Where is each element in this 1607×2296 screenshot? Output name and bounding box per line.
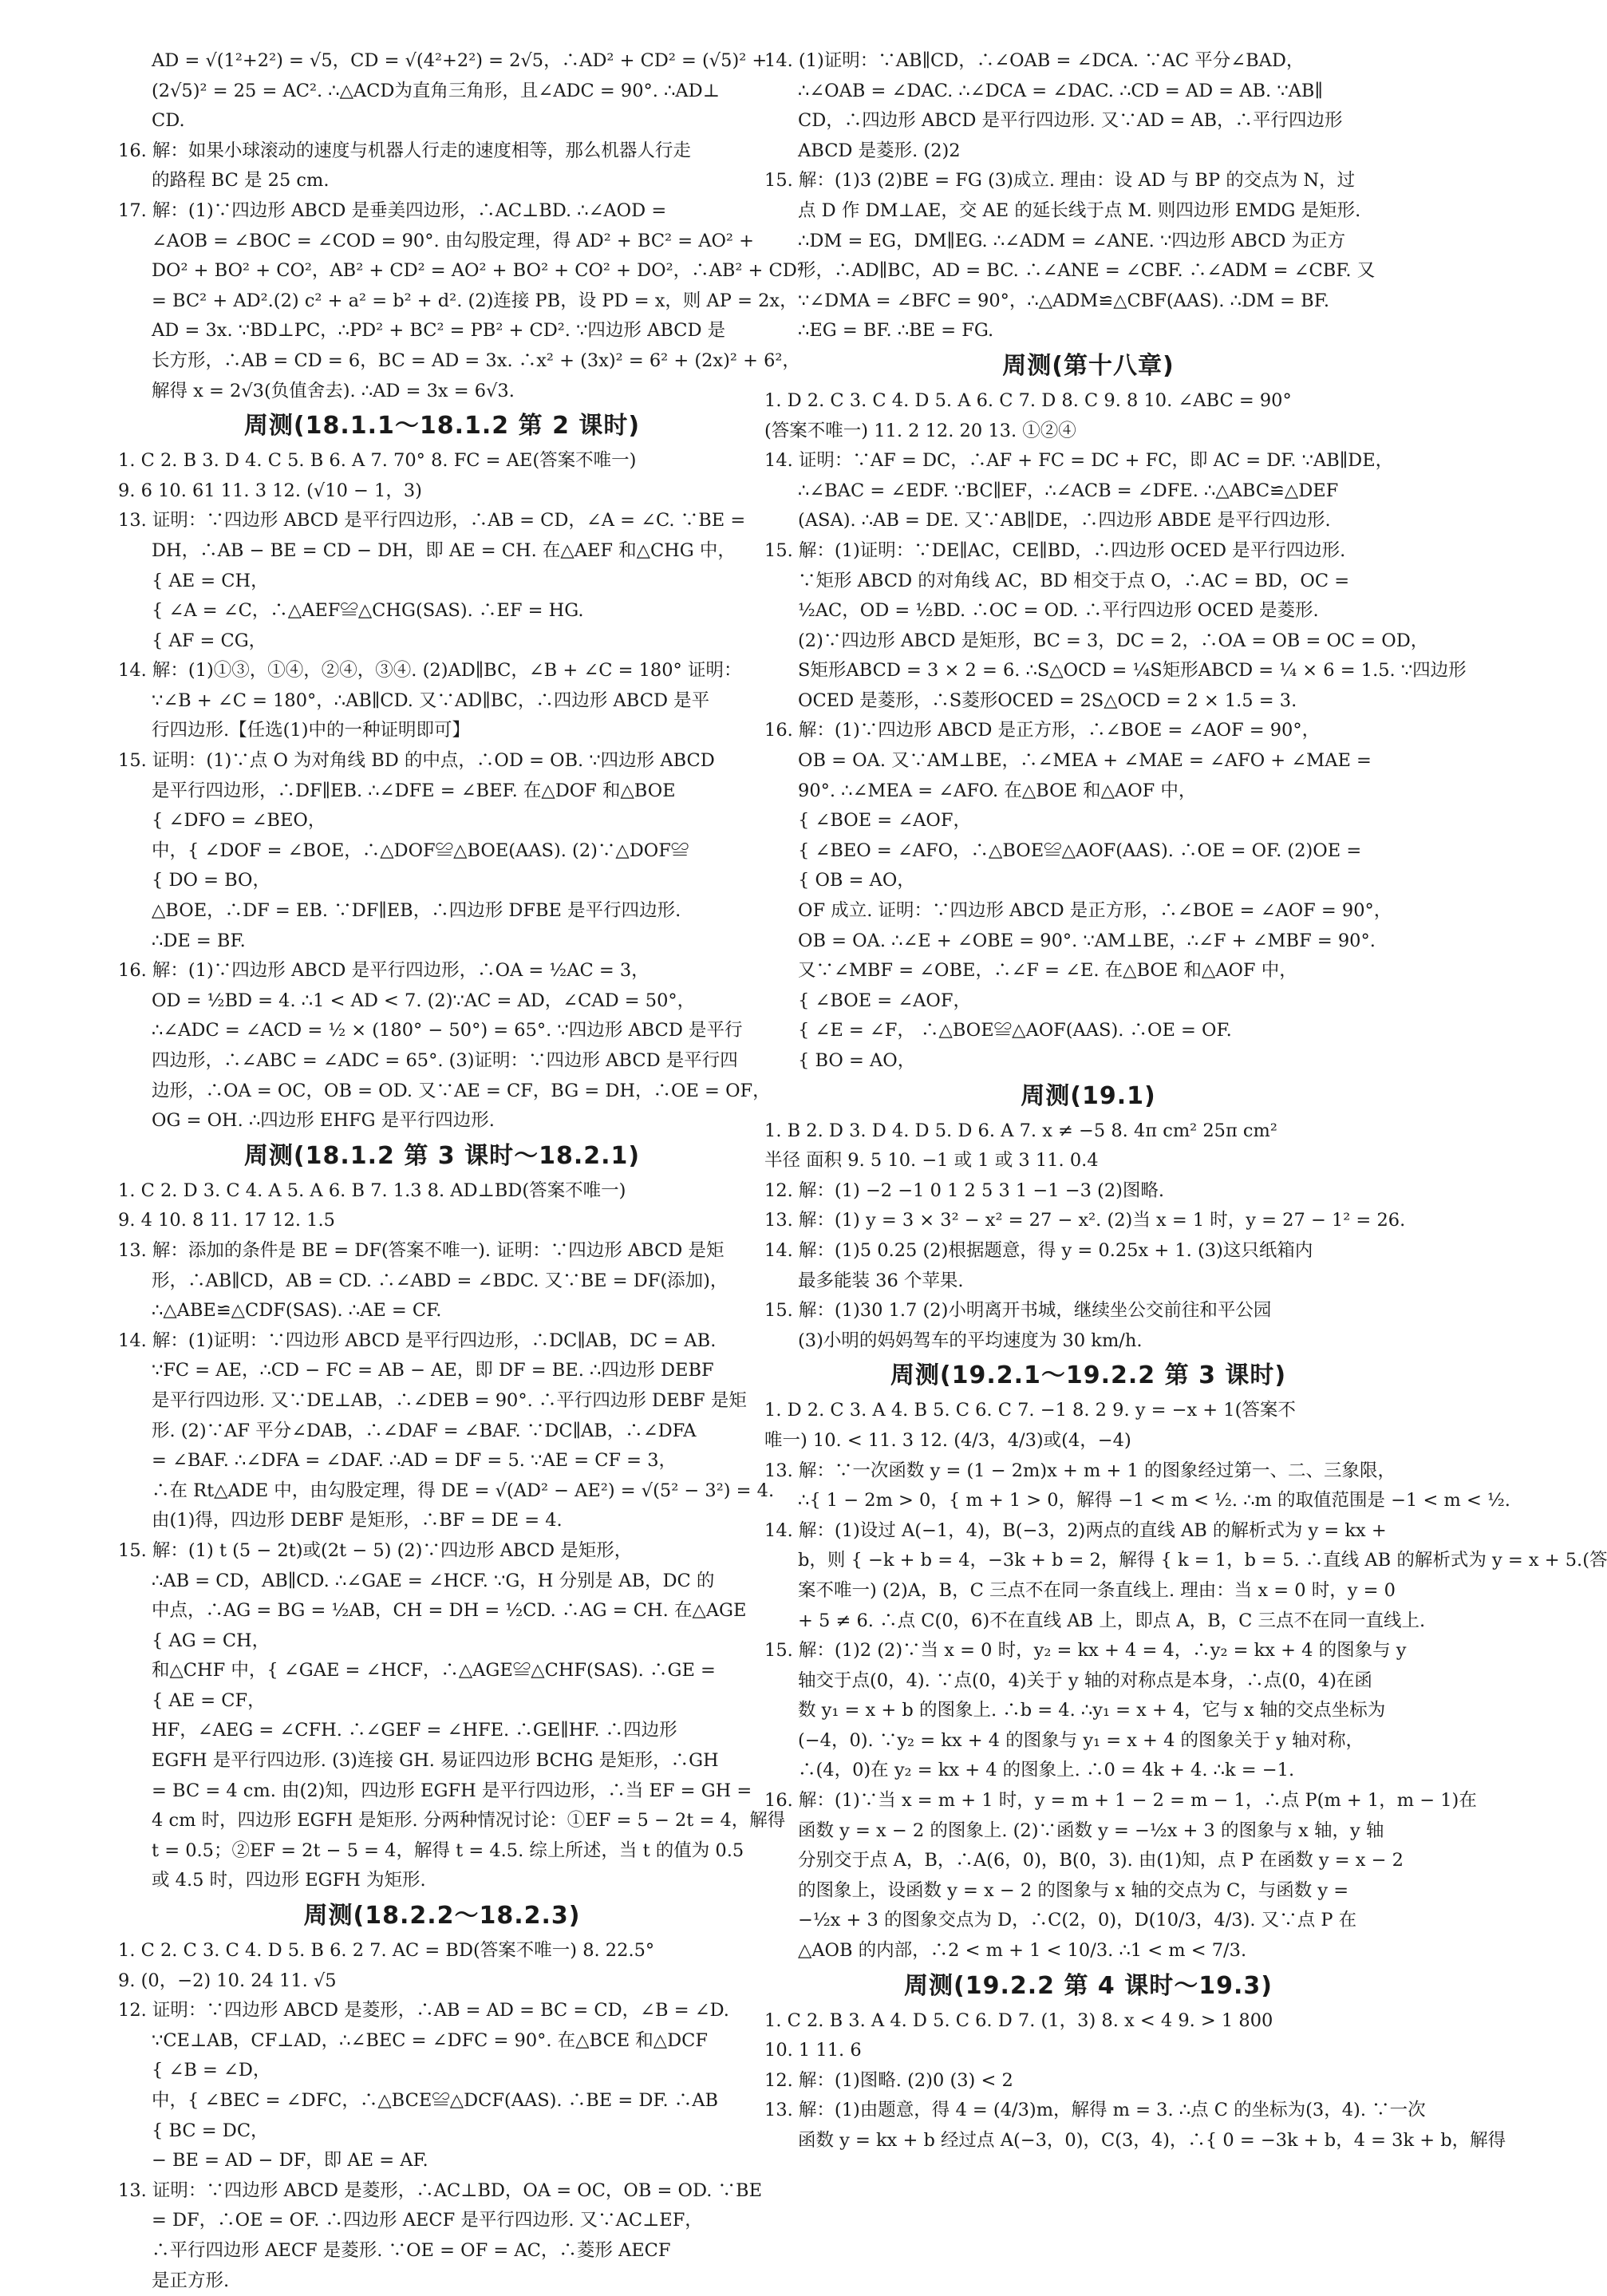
text-line: ∴(4，0)在 y₂ = kx + 4 的图象上. ∴0 = 4k + 4. ∴k = −1. — [798, 1760, 1295, 1781]
text-line: 点 D 作 DM⊥AE，交 AE 的延长线于点 M. 则四边形 EMDG 是矩形. — [798, 200, 1361, 221]
text-line: ∴{ 1 − 2m > 0，{ m + 1 > 0，解得 −1 < m < ½. ∴m 的取值范围是 −1 < m < ½. — [798, 1490, 1510, 1512]
text-line: ∵∠DMA = ∠BFC = 90°，∴△ADM≌△CBF(AAS). ∴DM = BF. — [798, 290, 1329, 311]
question-line: 14. 解：(1)设过 A(−1，4)，B(−3，2)两点的直线 AB 的解析式为 y = kx + — [764, 1519, 1387, 1541]
text-line: = DF，∴OE = OF. ∴四边形 AECF 是平行四边形. 又∵AC⊥EF， — [152, 2210, 703, 2231]
question-line: 14. 解：(1)证明：∵四边形 ABCD 是平行四边形，∴DC∥AB，DC = AB. — [118, 1330, 717, 1351]
text-line: △BOE，∴DF = EB. ∵DF∥EB，∴四边形 DFBE 是平行四边形. — [152, 900, 681, 922]
question-line: 9. (0，−2) 10. 24 11. √5 — [118, 1970, 337, 1991]
question-line: 15. 解：(1)30 1.7 (2)小明离开书城，继续坐公交前往和平公园 — [764, 1300, 1272, 1322]
question-line: 13. 解：∵一次函数 y = (1 − 2m)x + m + 1 的图象经过第一、二、三象限， — [764, 1460, 1396, 1481]
text-line: { BC = DC， — [152, 2120, 269, 2141]
right-column — [764, 46, 1607, 2156]
text-line: { ∠BEO = ∠AFO，∴△BOE≌△AOF(AAS). ∴OE = OF. (2)OE = — [798, 840, 1362, 861]
text-line: = ∠BAF. ∴∠DFA = ∠DAF. ∴AD = DF = 5. ∵AE = CF = 3， — [152, 1450, 677, 1472]
text-line: + 5 ≠ 6. ∴点 C(0，6)不在直线 AB 上，即点 A，B，C 三点不在同一直线上. — [798, 1610, 1426, 1631]
text-line: { AE = CF， — [152, 1689, 266, 1711]
text-line: 是平行四边形. 又∵DE⊥AB，∴∠DEB = 90°. ∴平行四边形 DEBF 是矩 — [152, 1389, 747, 1411]
text-line: b，则 { −k + b = 4，−3k + b = 2，解得 { k = 1，b = 5. ∴直线 AB 的解析式为 y = x + 5.(答 — [798, 1550, 1607, 1571]
text-line: 或 4.5 时，四边形 EGFH 为矩形. — [152, 1870, 426, 1891]
text-line: 中，{ ∠DOF = ∠BOE，∴△DOF≌△BOE(AAS). (2)∵△DOF≌ — [152, 840, 689, 861]
question-line: 13. 解：(1)由题意，得 4 = (4/3)m，解得 m = 3. ∴点 C 的坐标为(3，4). ∵一次 — [764, 2100, 1426, 2121]
left-column — [118, 46, 804, 2296]
question-line: 15. 解：(1)3 (2)BE = FG (3)成立. 理由：设 AD 与 BP 的交点为 N，过 — [764, 170, 1356, 192]
question-line: 13. 解：添加的条件是 BE = DF(答案不唯一). 证明：∵四边形 ABCD 是矩 — [118, 1239, 725, 1261]
question-line: 1. D 2. C 3. A 4. B 5. C 6. C 7. −1 8. 2 9. y = −x + 1(答案不 — [764, 1400, 1296, 1421]
question-line: 14. (1)证明：∵AB∥CD，∴∠OAB = ∠DCA. ∵AC 平分∠BAD， — [764, 50, 1305, 71]
text-line: ∴DM = EG，DM∥EG. ∴∠ADM = ∠ANE. ∵四边形 ABCD 为正方 — [798, 230, 1346, 251]
text-line: { ∠BOE = ∠AOF， — [798, 990, 971, 1011]
text-line: = BC = 4 cm. 由(2)知，四边形 EGFH 是平行四边形，∴当 EF = GH = — [152, 1780, 752, 1801]
text-line: 中点，∴AG = BG = ½AB，CH = DH = ½CD. ∴AG = CH. 在△AGE — [152, 1600, 747, 1622]
question-line: 唯一) 10. < 11. 3 12. (4/3，4/3)或(4，−4) — [764, 1429, 1131, 1451]
text-line: AD = √(1²+2²) = √5，CD = √(4²+2²) = 2√5，∴AD² + CD² = (√5)² + — [152, 50, 768, 71]
text-line: { OB = AO， — [798, 870, 915, 891]
question-line: 1. C 2. B 3. A 4. D 5. C 6. D 7. (1，3) 8. x < 4 9. > 1 800 — [764, 2009, 1273, 2031]
text-line: { AG = CH， — [152, 1630, 270, 1651]
question-line: 12. 证明：∵四边形 ABCD 是菱形，∴AB = AD = BC = CD，∠B = ∠D. — [118, 2000, 729, 2021]
question-line: (答案不唯一) 11. 2 12. 20 13. ①②④ — [764, 420, 1076, 441]
text-line: { DO = BO， — [152, 870, 271, 891]
text-line: △AOB 的内部，∴2 < m + 1 < 10/3. ∴1 < m < 7/3. — [798, 1940, 1247, 1962]
question-line: 9. 4 10. 8 11. 17 12. 1.5 — [118, 1210, 335, 1231]
question-line: 1. B 2. D 3. D 4. D 5. D 6. A 7. x ≠ −5 8. 4π cm² 25π cm² — [764, 1120, 1277, 1141]
text-line: { BO = AO， — [798, 1050, 916, 1071]
text-line: CD，∴四边形 ABCD 是平行四边形. 又∵AD = AB，∴平行四边形 — [798, 110, 1343, 132]
section-heading: 周测(18.1.1～18.1.2 第 2 课时) — [243, 412, 641, 441]
text-line: ∴△ABE≌△CDF(SAS). ∴AE = CF. — [152, 1300, 442, 1322]
text-line: OB = OA. ∴∠E + ∠OBE = 90°. ∵AM⊥BE，∴∠F + ∠MBF = 90°. — [798, 930, 1376, 951]
question-line: 14. 解：(1)①③，①④，②④，③④. (2)AD∥BC，∠B + ∠C = 180° 证明： — [118, 660, 742, 682]
section-heading: 周测(第十八章) — [1002, 351, 1175, 380]
text-line: HF，∠AEG = ∠CFH. ∴∠GEF = ∠HFE. ∴GE∥HF. ∴四边形 — [152, 1720, 677, 1741]
text-line: 的图象上，设函数 y = x − 2 的图象与 x 轴的交点为 C，与函数 y = — [798, 1879, 1349, 1901]
text-line: OG = OH. ∴四边形 EHFG 是平行四边形. — [152, 1110, 495, 1132]
text-line: 轴交于点(0，4). ∵点(0，4)关于 y 轴的对称点是本身，∴点(0，4)在函 — [798, 1670, 1372, 1691]
question-line: 12. 解：(1)图略. (2)0 (3) < 2 — [764, 2069, 1013, 2091]
text-line: − BE = AD − DF，即 AE = AF. — [152, 2150, 428, 2172]
text-line: { ∠BOE = ∠AOF， — [798, 810, 971, 832]
text-line: (ASA). ∴AB = DE. 又∵AB∥DE，∴四边形 ABDE 是平行四边形. — [798, 510, 1331, 532]
section-heading: 周测(18.1.2 第 3 课时～18.2.1) — [243, 1141, 641, 1170]
text-line: 的路程 BC 是 25 cm. — [152, 170, 330, 192]
text-line: 和△CHF 中，{ ∠GAE = ∠HCF，∴△AGE≌△CHF(SAS). ∴GE = — [152, 1660, 716, 1681]
text-line: CD. — [152, 110, 185, 132]
question-line: 13. 解：(1) y = 3 × 3² − x² = 27 − x². (2)当 x = 1 时，y = 27 − 1² = 26. — [764, 1210, 1406, 1231]
question-line: 17. 解：(1)∵四边形 ABCD 是垂美四边形，∴AC⊥BD. ∴∠AOD = — [118, 200, 667, 221]
text-line: { ∠DFO = ∠BEO， — [152, 810, 326, 832]
text-line: ∴∠OAB = ∠DAC. ∴∠DCA = ∠DAC. ∴CD = AD = AB. ∵AB∥ — [798, 80, 1323, 101]
text-line: DO² + BO² + CO²，AB² + CD² = AO² + BO² + CO² + DO²，∴AB² + CD² — [152, 260, 804, 282]
question-line: 半径 面积 9. 5 10. −1 或 1 或 3 11. 0.4 — [764, 1150, 1099, 1172]
question-line: 16. 解：(1)∵当 x = m + 1 时，y = m + 1 − 2 = m − 1，∴点 P(m + 1，m − 1)在 — [764, 1790, 1477, 1812]
section-heading: 周测(18.2.2～18.2.3) — [303, 1902, 581, 1930]
question-line: 14. 证明：∵AF = DC，∴AF + FC = DC + FC，即 AC = DF. ∵AB∥DE， — [764, 450, 1394, 472]
text-line: = BC² + AD².(2) c² + a² = b² + d². (2)连接 PB，设 PD = x，则 AP = 2x， — [152, 290, 798, 311]
text-line: ∴∠BAC = ∠EDF. ∵BC∥EF，∴∠ACB = ∠DFE. ∴△ABC≌△DEF — [798, 480, 1339, 501]
text-line: DH，∴AB − BE = CD − DH，即 AE = CH. 在△AEF 和△CHG 中， — [152, 539, 736, 561]
question-line: 1. C 2. C 3. C 4. D 5. B 6. 2 7. AC = BD(答案不唯一) 8. 22.5° — [118, 1940, 655, 1962]
text-line: OF 成立. 证明：∵四边形 ABCD 是正方形，∴∠BOE = ∠AOF = 90°， — [798, 900, 1392, 922]
question-line: 15. 证明：(1)∵点 O 为对角线 BD 的中点，∴OD = OB. ∵四边形 ABCD — [118, 750, 715, 772]
text-line: 四边形，∴∠ABC = ∠ADC = 65°. (3)证明：∵四边形 ABCD 是平行四 — [152, 1050, 738, 1071]
text-line: { ∠B = ∠D， — [152, 2060, 271, 2081]
text-line: 90°. ∴∠MEA = ∠AFO. 在△BOE 和△AOF 中， — [798, 780, 1197, 801]
text-line: ABCD 是菱形. (2)2 — [798, 140, 961, 161]
question-line: 14. 解：(1)5 0.25 (2)根据题意，得 y = 0.25x + 1. (3)这只纸箱内 — [764, 1239, 1313, 1261]
text-line: 函数 y = kx + b 经过点 A(−3，0)，C(3，4)，∴{ 0 = −3k + b，4 = 3k + b，解得 — [798, 2130, 1506, 2151]
question-line: 15. 解：(1)2 (2)∵当 x = 0 时，y₂ = kx + 4 = 4，∴y₂ = kx + 4 的图象与 y — [764, 1640, 1407, 1662]
text-line: OD = ½BD = 4. ∴1 < AD < 7. (2)∵AC = AD，∠CAD = 50°， — [152, 990, 696, 1011]
text-line: ∵∠B + ∠C = 180°，∴AB∥CD. 又∵AD∥BC，∴四边形 ABCD 是平 — [152, 690, 710, 711]
question-line: 16. 解：(1)∵四边形 ABCD 是平行四边形，∴OA = ½AC = 3， — [118, 960, 650, 982]
section-heading: 周测(19.2.2 第 4 课时～19.3) — [904, 1971, 1273, 2000]
text-line: 形. (2)∵AF 平分∠DAB，∴∠DAF = ∠BAF. ∵DC∥AB，∴∠DFA — [152, 1420, 697, 1441]
section-heading: 周测(19.2.1～19.2.2 第 3 课时) — [890, 1361, 1287, 1390]
text-line: ∵CE⊥AB，CF⊥AD，∴∠BEC = ∠DFC = 90°. 在△BCE 和△DCF — [152, 2029, 708, 2051]
text-line: ∴DE = BF. — [152, 930, 246, 951]
text-line: 由(1)得，四边形 DEBF 是矩形，∴BF = DE = 4. — [152, 1510, 563, 1531]
text-line: 长方形，∴AB = CD = 6，BC = AD = 3x. ∴x² + (3x)² = 6² + (2x)² + 6²， — [152, 350, 800, 371]
text-line: { ∠E = ∠F， ∴△BOE≌△AOF(AAS). ∴OE = OF. — [798, 1020, 1232, 1041]
text-line: 最多能装 36 个苹果. — [798, 1270, 964, 1291]
section-heading: 周测(19.1) — [1021, 1081, 1156, 1110]
text-line: ∴EG = BF. ∴BE = FG. — [798, 320, 994, 342]
text-line: 是平行四边形，∴DF∥EB. ∴∠DFE = ∠BEF. 在△DOF 和△BOE — [152, 780, 676, 801]
text-line: ∴在 Rt△ADE 中，由勾股定理，得 DE = √(AD² − AE²) = √(5² − 3²) = 4. — [152, 1480, 775, 1501]
text-line: { AF = CG， — [152, 630, 267, 651]
text-line: S矩形ABCD = 3 × 2 = 6. ∴S△OCD = ¼S矩形ABCD = ¼ × 6 = 1.5. ∵四边形 — [798, 660, 1467, 682]
text-line: 分别交于点 A，B，∴A(6，0)，B(0，3). 由(1)知，点 P 在函数 y = x − 2 — [798, 1850, 1404, 1871]
text-line: (2√5)² = 25 = AC². ∴△ACD为直角三角形，且∠ADC = 90°. ∴AD⊥ — [152, 80, 720, 101]
question-line: 13. 证明：∵四边形 ABCD 是平行四边形，∴AB = CD，∠A = ∠C. ∵BE = — [118, 510, 746, 532]
text-line: OCED 是菱形，∴S菱形OCED = 2S△OCD = 2 × 1.5 = 3. — [798, 690, 1297, 711]
question-line: 1. C 2. D 3. C 4. A 5. A 6. B 7. 1.3 8. AD⊥BD(答案不唯一) — [118, 1180, 626, 1201]
text-line: ∴∠ADC = ∠ACD = ½ × (180° − 50°) = 65°. ∵四边形 ABCD 是平行 — [152, 1020, 743, 1041]
text-line: 行四边形.【任选(1)中的一种证明即可】 — [152, 720, 471, 741]
text-line: 形，∴AD∥BC，AD = BC. ∴∠ANE = ∠CBF. ∴∠ADM = ∠CBF. 又 — [798, 260, 1376, 282]
text-line: 中，{ ∠BEC = ∠DFC，∴△BCE≌△DCF(AAS). ∴BE = DF. ∴AB — [152, 2090, 719, 2111]
text-line: 又∵∠MBF = ∠OBE，∴∠F = ∠E. 在△BOE 和△AOF 中， — [798, 960, 1297, 982]
text-line: ∠AOB = ∠BOC = ∠COD = 90°. 由勾股定理，得 AD² + BC² = AO² + — [152, 230, 754, 251]
text-line: OB = OA. 又∵AM⊥BE，∴∠MEA + ∠MAE = ∠AFO + ∠MAE = — [798, 750, 1372, 772]
text-line: { ∠A = ∠C，∴△AEF≌△CHG(SAS). ∴EF = HG. — [152, 600, 584, 622]
text-line: 是正方形. — [152, 2270, 230, 2291]
text-line: (−4，0). ∵y₂ = kx + 4 的图象与 y₁ = x + 4 的图象关于 y 轴对称， — [798, 1729, 1364, 1751]
text-line: { AE = CH， — [152, 570, 269, 591]
text-line: (2)∵四边形 ABCD 是矩形，BC = 3，DC = 2，∴OA = OB = OC = OD， — [798, 630, 1429, 651]
text-line: ∵FC = AE，∴CD − FC = AB − AE，即 DF = BE. ∴四边形 DEBF — [152, 1360, 714, 1381]
question-line: 12. 解：(1) −2 −1 0 1 2 5 3 1 −1 −3 (2)图略. — [764, 1180, 1165, 1201]
text-line: (3)小明的妈妈驾车的平均速度为 30 km/h. — [798, 1330, 1143, 1351]
text-line: ∵矩形 ABCD 的对角线 AC，BD 相交于点 O，∴AC = BD，OC = — [798, 570, 1350, 591]
text-line: 函数 y = x − 2 的图象上. (2)∵函数 y = −½x + 3 的图象与 x 轴，y 轴 — [798, 1820, 1384, 1841]
question-line: 1. D 2. C 3. C 4. D 5. A 6. C 7. D 8. C 9. 8 10. ∠ABC = 90° — [764, 389, 1292, 411]
text-line: ½AC，OD = ½BD. ∴OC = OD. ∴平行四边形 OCED 是菱形. — [798, 600, 1319, 622]
question-line: 1. C 2. B 3. D 4. C 5. B 6. A 7. 70° 8. FC = AE(答案不唯一) — [118, 450, 637, 472]
text-line: ∴平行四边形 AECF 是菱形. ∵OE = OF = AC，∴菱形 AECF — [152, 2239, 671, 2261]
text-line: EGFH 是平行四边形. (3)连接 GH. 易证四边形 BCHG 是矩形，∴GH — [152, 1750, 719, 1772]
question-line: 16. 解：(1)∵四边形 ABCD 是正方形，∴∠BOE = ∠AOF = 90°， — [764, 720, 1321, 741]
text-line: AD = 3x. ∵BD⊥PC，∴PD² + BC² = PB² + CD². ∵四边形 ABCD 是 — [152, 320, 726, 342]
text-line: 案不唯一) (2)A，B，C 三点不在同一条直线上. 理由：当 x = 0 时，y = 0 — [798, 1579, 1396, 1601]
question-line: 10. 1 11. 6 — [764, 2040, 862, 2061]
text-line: 形，∴AB∥CD，AB = CD. ∴∠ABD = ∠BDC. 又∵BE = DF(添加)， — [152, 1270, 728, 1291]
text-line: 4 cm 时，四边形 EGFH 是矩形. 分两种情况讨论：①EF = 5 − 2t = 4，解得 — [152, 1810, 786, 1832]
text-line: 数 y₁ = x + b 的图象上. ∴b = 4. ∴y₁ = x + 4，它与 x 轴的交点坐标为 — [798, 1700, 1386, 1721]
question-line: 13. 证明：∵四边形 ABCD 是菱形，∴AC⊥BD，OA = OC，OB = OD. ∵BE — [118, 2179, 762, 2201]
question-line: 9. 6 10. 61 11. 3 12. (√10 − 1，3) — [118, 480, 422, 501]
question-line: 16. 解：如果小球滚动的速度与机器人行走的速度相等，那么机器人行走 — [118, 140, 691, 161]
text-line: ∴AB = CD，AB∥CD. ∴∠GAE = ∠HCF. ∵G，H 分别是 AB，DC 的 — [152, 1570, 715, 1591]
text-line: −½x + 3 的图象交点为 D，∴C(2，0)，D(10/3，4/3). 又∵点 P 在 — [798, 1910, 1357, 1931]
text-line: 边形，∴OA = OC，OB = OD. 又∵AE = CF，BG = DH，∴OE = OF， — [152, 1080, 771, 1101]
text-line: t = 0.5；②EF = 2t − 5 = 4，解得 t = 4.5. 综上所述，当 t 的值为 0.5 — [152, 1840, 744, 1861]
text-line: 解得 x = 2√3(负值舍去). ∴AD = 3x = 6√3. — [152, 380, 515, 401]
question-line: 15. 解：(1)证明：∵DE∥AC，CE∥BD，∴四边形 OCED 是平行四边形. — [764, 539, 1346, 561]
question-line: 15. 解：(1) t (5 − 2t)或(2t − 5) (2)∵四边形 ABCD 是矩形， — [118, 1539, 633, 1561]
